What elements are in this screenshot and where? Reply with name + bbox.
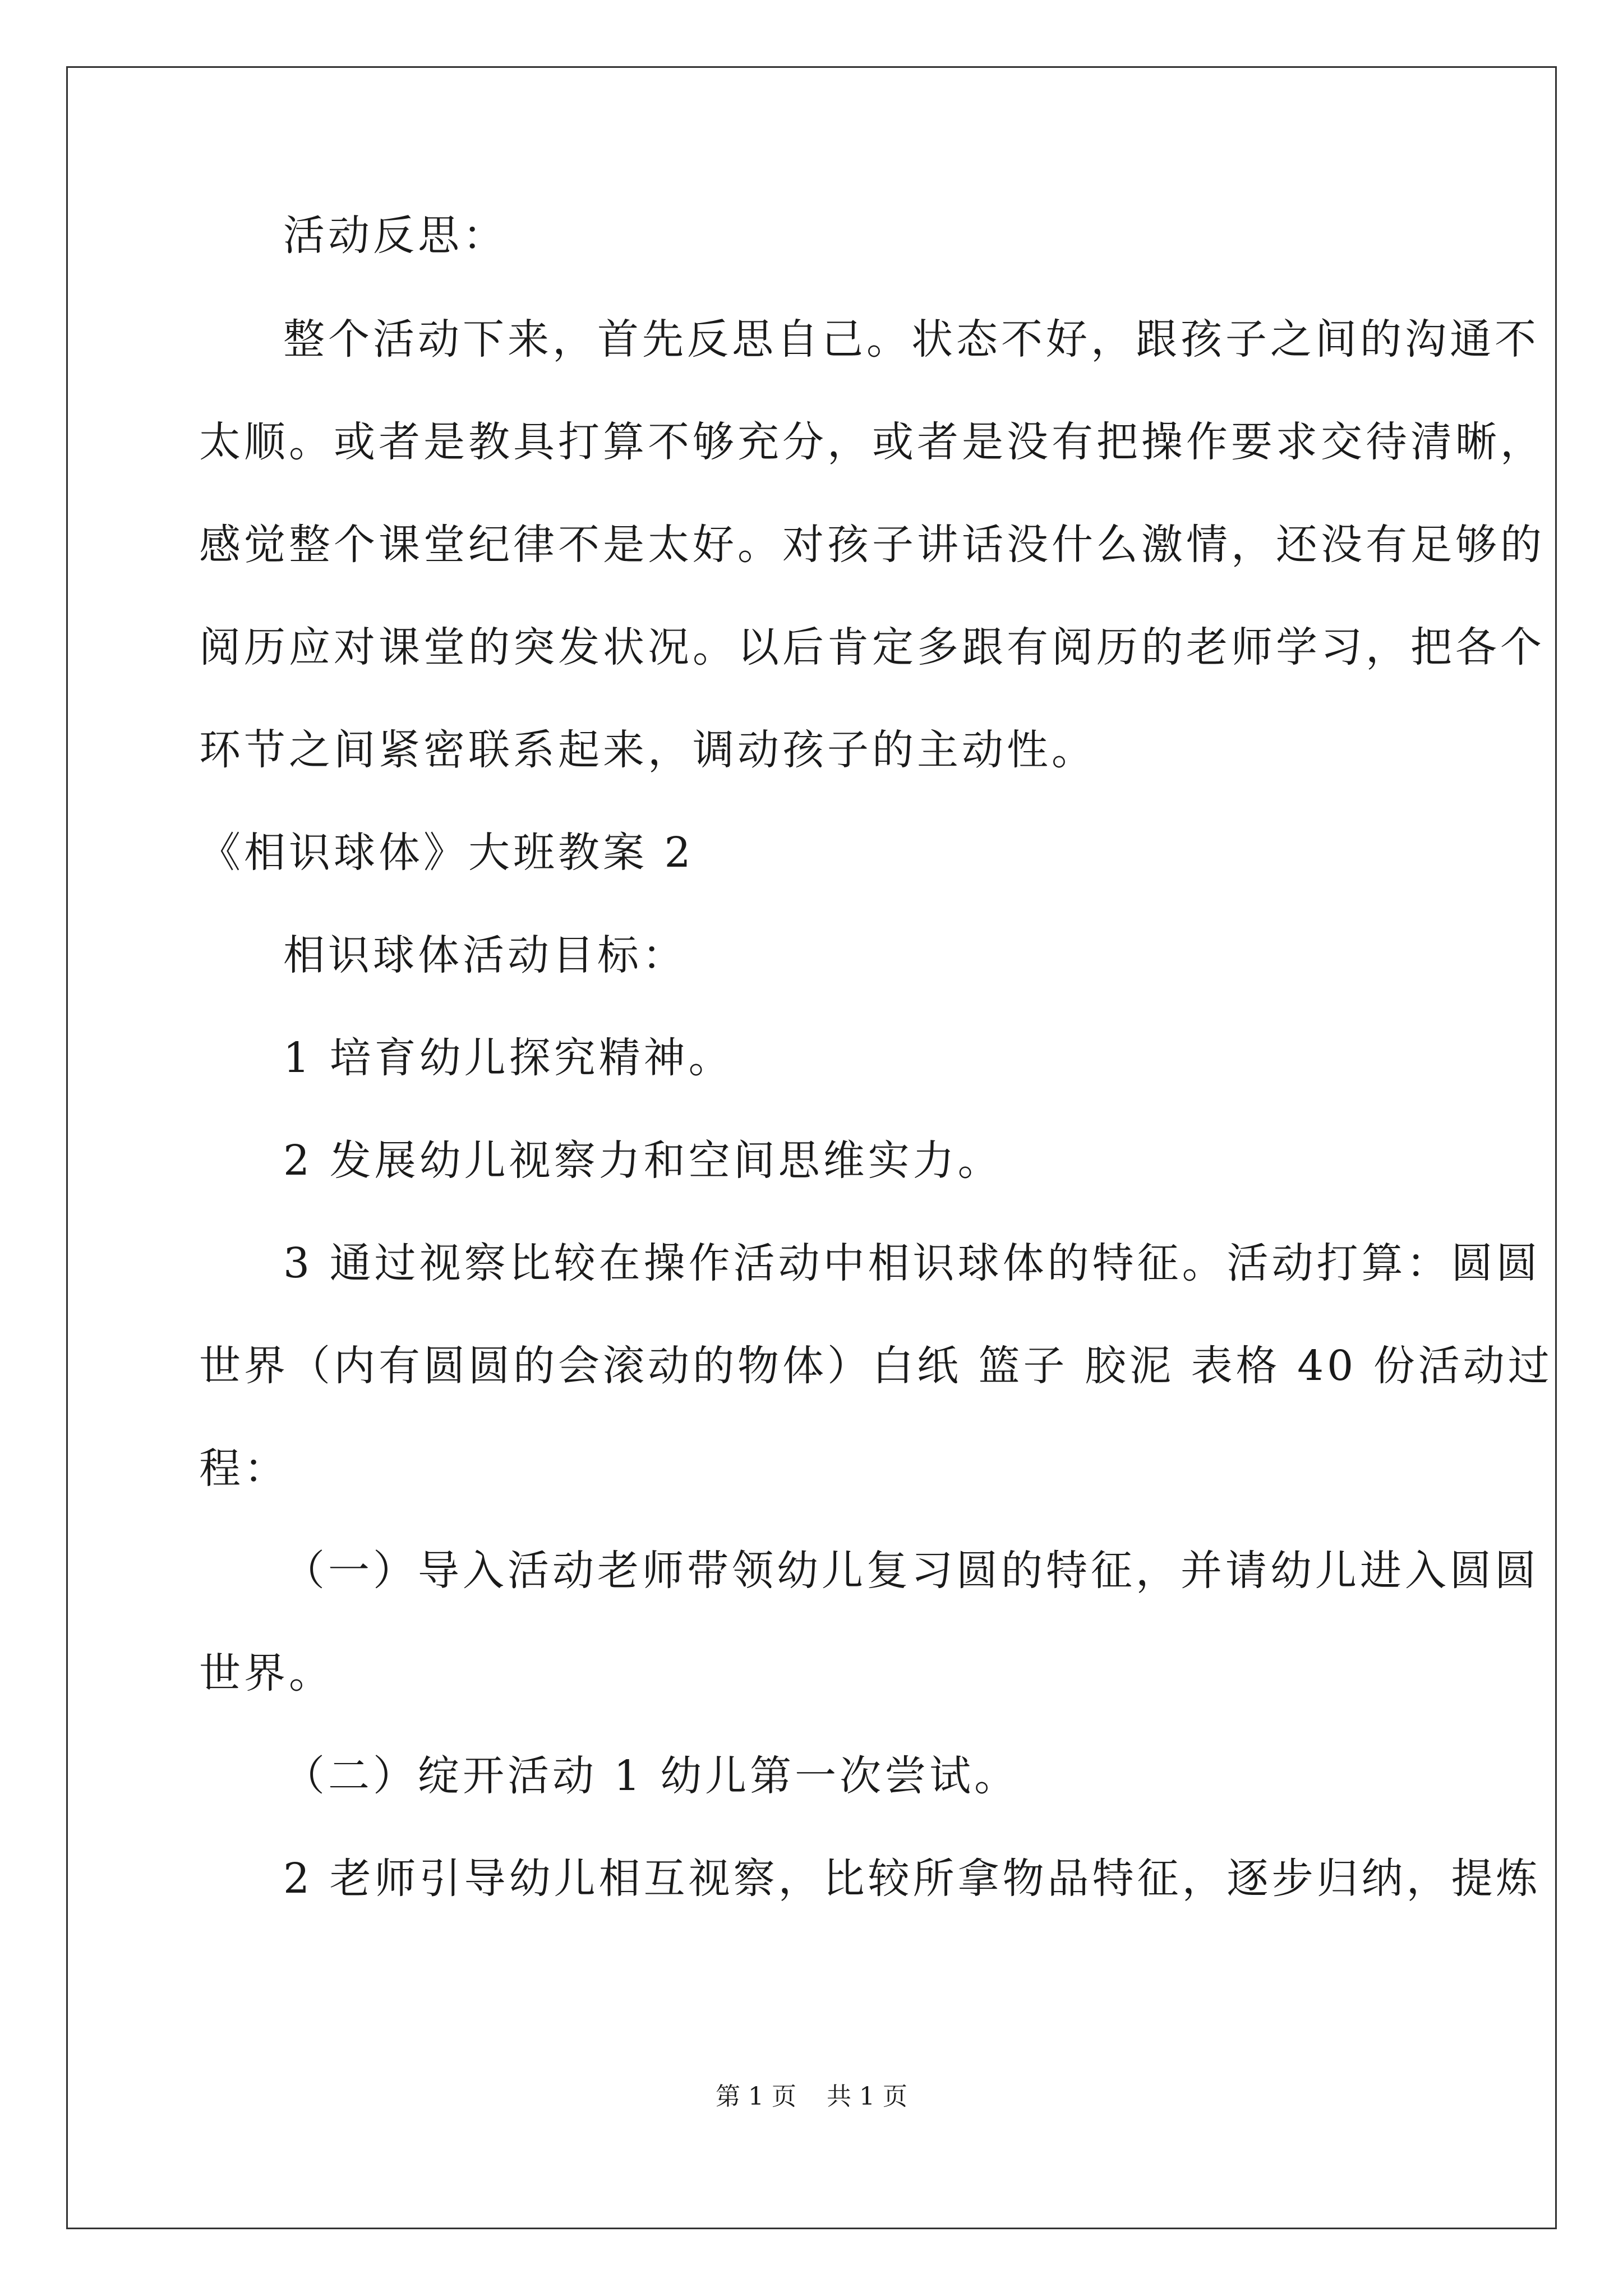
page-total: 共 1 页 [827,2082,907,2111]
list-item: 2 发展幼儿视察力和空间思维实力。 [283,1137,1003,1185]
heading-reflection: 活动反思： [283,211,508,260]
paragraph-line: 整个活动下来，首先反思自己。状态不好，跟孩子之间的沟通不 [283,315,1539,364]
paragraph-line: 世界（内有圆圆的会滚动的物体）白纸 篮子 胶泥 表格 40 份活动过 [199,1342,1553,1390]
paragraph-line: 环节之间紧密联系起来，调动孩子的主动性。 [199,726,1096,774]
paragraph-line: 太顺。或者是教具打算不够充分，或者是没有把操作要求交待清晰， [199,418,1545,466]
list-item: 3 通过视察比较在操作活动中相识球体的特征。活动打算：圆圆 [283,1239,1541,1287]
paragraph-line: 程： [199,1444,289,1493]
paragraph-line: （二）绽开活动 1 幼儿第一次尝试。 [283,1752,1020,1800]
list-item: 1 培育幼儿探究精神。 [283,1034,734,1082]
paragraph-line: 2 老师引导幼儿相互视察，比较所拿物品特征，逐步归纳，提炼 [283,1855,1541,1903]
page-number: 第 1 页 [716,2082,796,2111]
section-title: 《相识球体》大班教案 2 [199,829,694,877]
paragraph-line: 阅历应对课堂的突发状况。以后肯定多跟有阅历的老师学习，把各个 [199,623,1545,671]
paragraph-line: 世界。 [199,1649,334,1697]
paragraph-line: （一）导入活动老师带领幼儿复习圆的特征，并请幼儿进入圆圆 [283,1547,1539,1595]
page-footer [0,2080,1623,2114]
paragraph-line: 感觉整个课堂纪律不是太好。对孩子讲话没什么激情，还没有足够的 [199,521,1545,569]
subheading-goals: 相识球体活动目标： [283,931,687,979]
